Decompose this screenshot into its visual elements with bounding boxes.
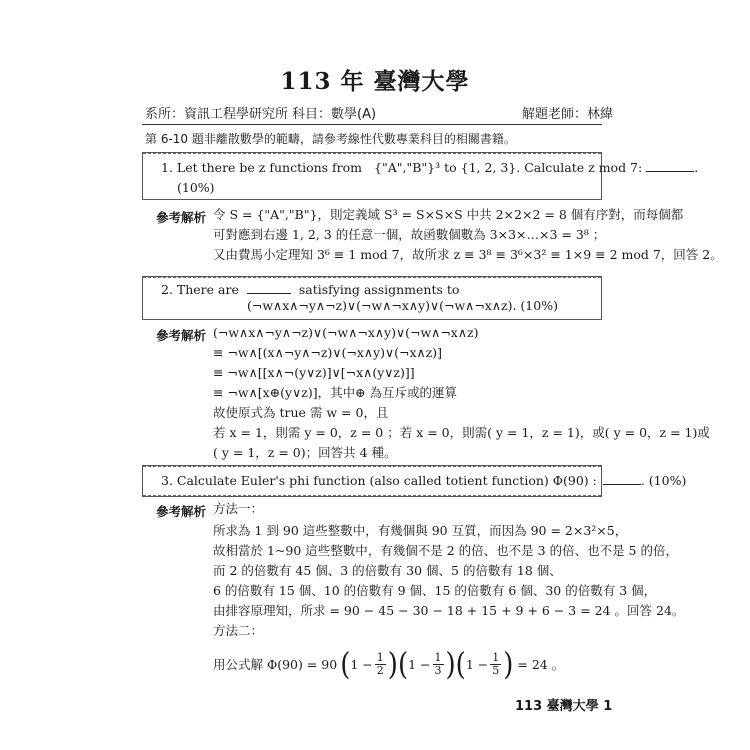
solution-label-3: 參考解析: [156, 504, 207, 519]
solution-3-line-6: 由排容原理知，所求 = 90 − 45 − 30 − 18 + 15 + 9 + 6 − 3 = 24 。回答 24。: [213, 603, 685, 618]
fraction-1: [375, 652, 386, 677]
answer-blank-2: [247, 281, 291, 294]
formula-prefix: 用公式解 Φ(90) = 90: [213, 656, 338, 672]
subject-label: 科目：數學(A): [292, 107, 377, 122]
solution-2-line-5: 故使原式為 true 需 w = 0，且: [213, 405, 389, 420]
question-1-text-a: 1. Let there be z functions from: [161, 160, 363, 175]
paren-close-3: ): [503, 646, 514, 683]
question-3-text: [161, 472, 686, 490]
fraction-2: [433, 652, 444, 677]
phi-formula: [213, 646, 565, 683]
answer-blank-1: [646, 159, 694, 172]
solution-3-line-2: 所求為 1 到 90 這些整數中，有幾個與 90 互質，而因為 90 = 2×3²×5，: [213, 523, 628, 538]
question-1-text-b: {"A","B"}³ to {1, 2, 3}. Calculate z mod 7:: [374, 160, 643, 175]
factor-3-text: 1 −: [465, 656, 489, 672]
paren-close-2: ): [445, 646, 456, 683]
answer-blank-3: [603, 472, 641, 485]
solution-2-line-6: 若 x = 1，則需 y = 0，z = 0 ；若 x = 0，則需( y = 1，z = 1)，或( y = 0，z = 1)或: [213, 425, 710, 440]
paren-close-1: ): [387, 646, 398, 683]
solution-label-1: 參考解析: [156, 210, 207, 225]
factor-1-text: 1 −: [350, 656, 373, 672]
solution-3-line-1: 方法一：: [213, 501, 264, 516]
fraction-1-den: 2: [376, 664, 384, 677]
solution-2-line-4: ≡ ¬w∧[x⊕(y∨z)]，其中⊕ 為互斥或的運算: [213, 385, 458, 400]
paren-open-3: (: [455, 646, 466, 683]
question-1-text: 1. Let there be z functions from {"A","B"}³ to {1, 2, 3}. Calculate z mod 7: .: [161, 160, 699, 175]
solution-3-line-7: 方法二：: [213, 623, 264, 638]
fraction-3: [490, 652, 501, 677]
question-1-points: (10%): [177, 180, 215, 195]
fraction-2-den: 3: [434, 664, 442, 677]
question-3-text-b: . (10%): [640, 473, 687, 488]
question-2-text-a: 2. There are: [161, 282, 239, 297]
solution-2-line-7: ( y = 1，z = 0)；回答共 4 種。: [213, 445, 397, 460]
page-footer: 113 臺灣大學 1: [515, 699, 613, 714]
teacher-label: 解題老師：林緯: [522, 107, 614, 122]
question-3-box: [142, 465, 687, 497]
paren-open-2: (: [397, 646, 409, 683]
question-2-box: [142, 276, 602, 320]
solution-1-line-2: 可對應到右邊 1, 2, 3 的任意一個，故函數個數為 3×3×…×3 = 3⁸ ；: [213, 227, 606, 242]
solution-label-2: 參考解析: [156, 328, 207, 343]
solution-2-line-3: ≡ ¬w∧[[x∧¬(y∨z)]∨[¬x∧(y∨z)]]: [213, 365, 415, 380]
fraction-3-num: 1: [492, 651, 500, 664]
fraction-2-num: 1: [434, 651, 442, 664]
solution-1-line-1: 令 S = {"A","B"}，則定義域 S³ = S×S×S 中共 2×2×2 = 8 個有序對，而每個都: [213, 207, 684, 222]
question-3-text-a: 3. Calculate Euler's phi function (also called totient function) Φ(90) :: [161, 473, 597, 488]
factor-2-text: 1 −: [408, 656, 431, 672]
solution-3-line-3: 故相當於 1~90 這些整數中，有幾個不是 2 的倍、也不是 3 的倍、也不是 5 的倍，: [213, 543, 678, 558]
solution-3-line-5: 6 的倍數有 15 個、10 的倍數有 9 個、15 的倍數有 6 個、30 的倍數有 3 個，: [213, 583, 657, 598]
department-label: 系所：資訊工程學研究所: [145, 107, 289, 122]
header-divider: [142, 124, 602, 125]
fraction-3-den: 5: [492, 664, 500, 677]
solution-1-line-3: 又由費馬小定理知 3⁶ ≡ 1 mod 7，故所求 z ≡ 3⁸ ≡ 3⁶×3² ≡ 1×9 ≡ 2 mod 7，回答 2。: [213, 247, 723, 262]
question-2-expression: (¬w∧x∧¬y∧¬z)∨(¬w∧¬x∧y)∨(¬w∧¬x∧z). (10%): [247, 298, 558, 313]
fraction-1-num: 1: [376, 651, 384, 664]
paren-open-1: (: [340, 646, 351, 683]
formula-suffix: = 24 。: [517, 656, 565, 672]
question-2-text-b: satisfying assignments to: [298, 282, 460, 297]
solution-3-line-4: 而 2 的倍數有 45 個、3 的倍數有 30 個、5 的倍數有 18 個、: [213, 563, 562, 578]
page-title: 113 年 臺灣大學: [280, 68, 470, 95]
question-1-box: [142, 152, 699, 200]
solution-2-line-2: ≡ ¬w∧[(x∧¬y∧¬z)∨(¬x∧y)∨(¬x∧z)]: [213, 345, 443, 360]
solution-2-line-1: (¬w∧x∧¬y∧¬z)∨(¬w∧¬x∧y)∨(¬w∧¬x∧z): [213, 325, 479, 340]
scope-note: 第 6-10 題非離散數學的範疇，請參考線性代數專業科目的相關書籍。: [145, 132, 516, 146]
